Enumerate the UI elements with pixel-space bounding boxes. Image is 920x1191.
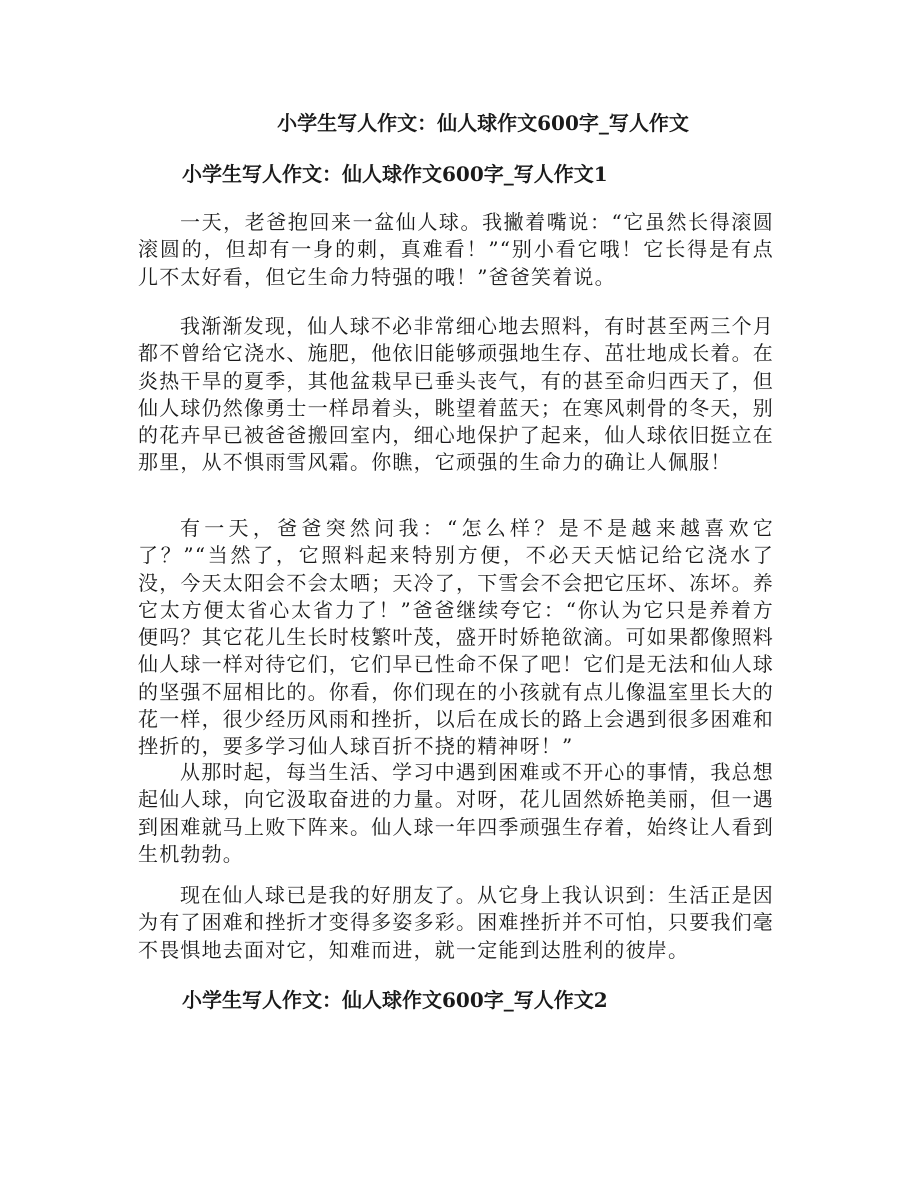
section-heading-2: 小学生写人作文：仙人球作文600字_写人作文2 (182, 988, 608, 1012)
paragraph-5: 现在仙人球已是我的好朋友了。从它身上我认识到：生活正是因为有了困难和挫折才变得多姿多彩。困难挫折并不可怕，只要我们毫不畏惧地去面对它，知难而进，就一定能到达胜利的彼岸。 (138, 883, 774, 962)
paragraph-2: 我渐渐发现，仙人球不必非常细心地去照料，有时甚至两三个月都不曾给它浇水、施肥，他依旧能够顽强地生存、茁壮地成长着。在炎热干旱的夏季，其他盆栽早已垂头丧气，有的甚至命归西天了，但仙人球仍然像勇士一样昂着头，眺望着蓝天；在寒风刺骨的冬天，别的花卉早已被爸爸搬回室内，细心地保护了起来，仙人球依旧挺立在那里，从不惧雨雪风霜。你瞧，它顽强的生命力的确让人佩服！ (138, 314, 774, 475)
paragraph-1: 一天，老爸抱回来一盆仙人球。我撇着嘴说：“它虽然长得滚圆滚圆的，但却有一身的刺，真难看！”“别小看它哦！它长得是有点儿不太好看，但它生命力特强的哦！”爸爸笑着说。 (138, 210, 774, 289)
paragraph-4: 从那时起，每当生活、学习中遇到困难或不开心的事情，我总想起仙人球，向它汲取奋进的力量。对呀，花儿固然娇艳美丽，但一遇到困难就马上败下阵来。仙人球一年四季顽强生存着，始终让人看到生机勃勃。 (138, 760, 774, 866)
page-title: 小学生写人作文：仙人球作文600字_写人作文 (277, 111, 689, 135)
paragraph-3: 有一天，爸爸突然问我：“怎么样？是不是越来越喜欢它了？”“当然了，它照料起来特别方便，不必天天惦记给它浇水了没，今天太阳会不会太晒；天冷了，下雪会不会把它压坏、冻坏。养它太方便太省心太省力了！”爸爸继续夸它：“你认为它只是养着方便吗？其它花儿生长时枝繁叶茂，盛开时娇艳欲滴。可如果都像照料仙人球一样对待它们，它们早已性命不保了吧！它们是无法和仙人球的坚强不屈相比的。你看，你们现在的小孩就有点儿像温室里长大的花一样，很少经历风雨和挫折，以后在成长的路上会遇到很多困难和挫折的，要多学习仙人球百折不挠的精神呀！” (138, 516, 774, 759)
section-heading-1: 小学生写人作文：仙人球作文600字_写人作文1 (182, 162, 608, 186)
